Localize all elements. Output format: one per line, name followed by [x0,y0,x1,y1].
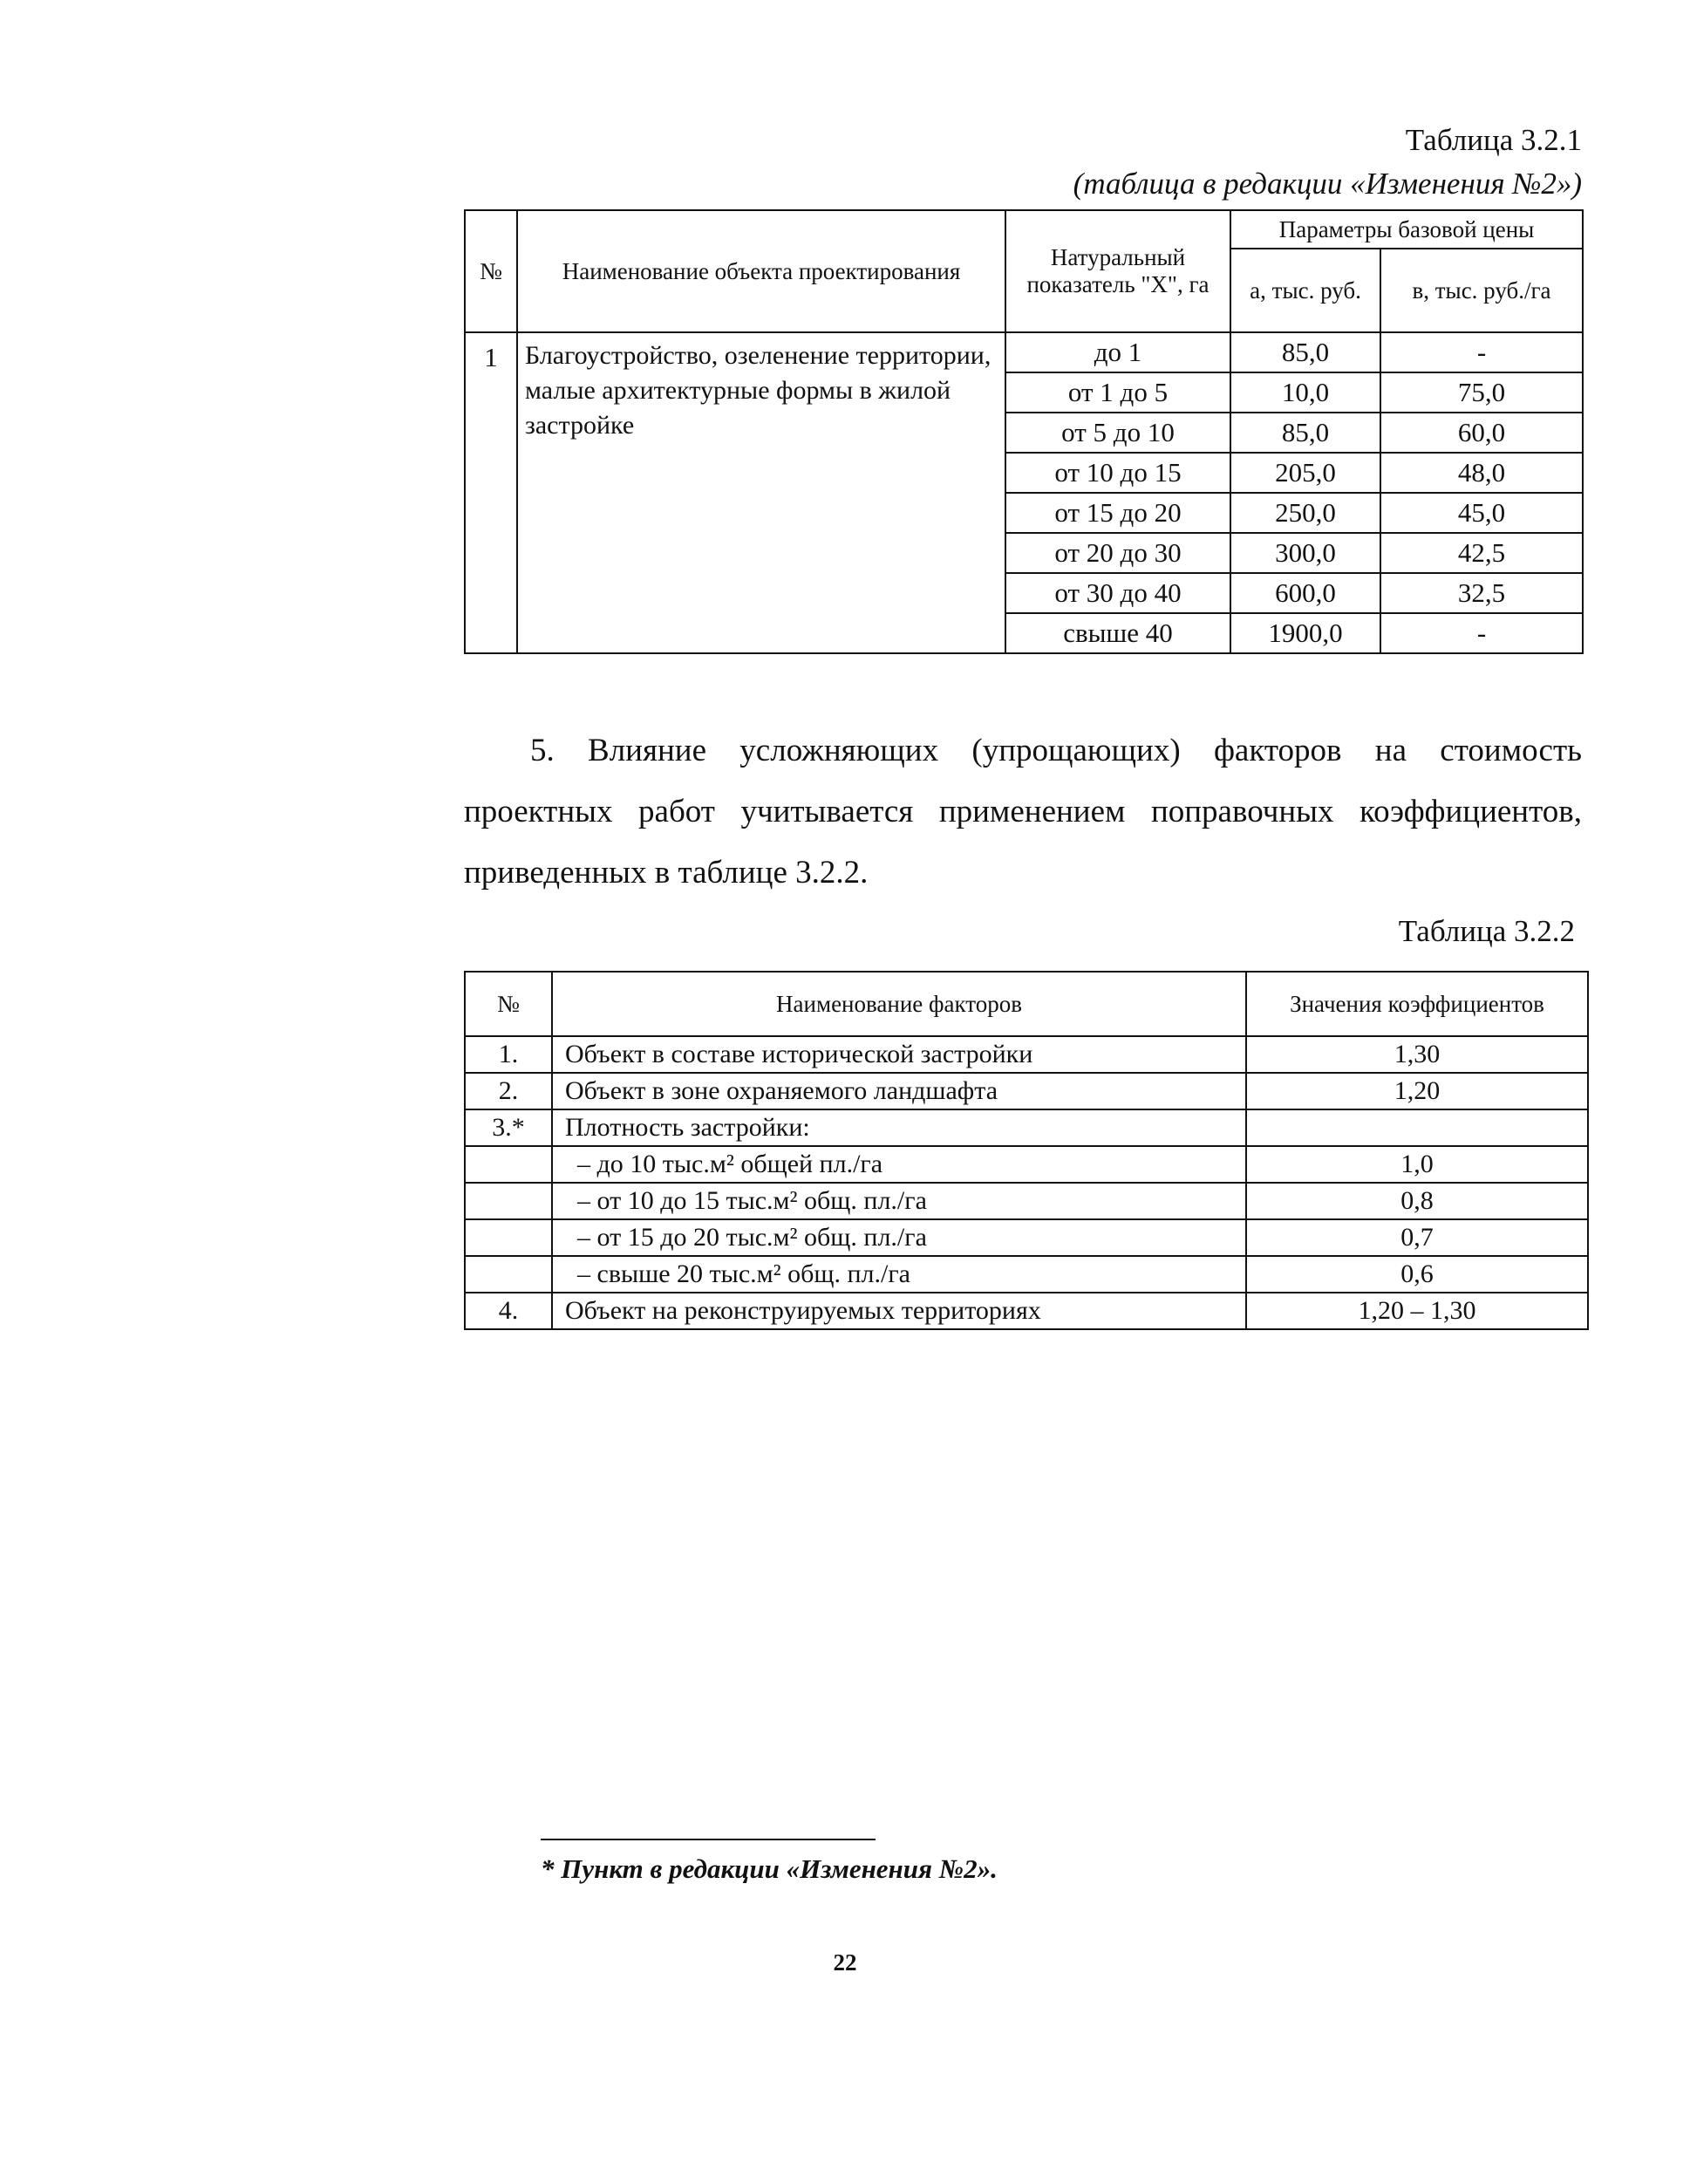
paragraph-text: 5. Влияние усложняющих (упрощающих) факторов на стоимость проектных работ учитывается применением поправочных коэффициентов, приведенных в таблице 3.2.2. [464,733,1582,891]
table1-cell-a: 10,0 [1230,372,1380,413]
table2-cell-name: Плотность застройки: [552,1109,1246,1146]
table2-cell-value [1246,1109,1588,1146]
table1-header-name: Наименование объекта проектирования [517,210,1005,332]
table1-caption-block [1073,119,1582,206]
table1-cell-a: 85,0 [1230,413,1380,453]
table2-cell-value: 0,6 [1246,1256,1588,1293]
table1-cell-x: от 10 до 15 [1005,453,1230,493]
table2-cell-value: 0,8 [1246,1183,1588,1219]
table2-cell-no [465,1219,552,1256]
table1-cell-x: от 15 до 20 [1005,493,1230,533]
table2-body [465,1036,1588,1329]
table1-cell-a: 205,0 [1230,453,1380,493]
table-row [465,1036,1588,1073]
page-number: 22 [833,1949,857,1976]
table2-cell-no: 1. [465,1036,552,1073]
table-row [465,332,1583,372]
table-row [465,1073,1588,1109]
table2-cell-value: 1,0 [1246,1146,1588,1183]
table2-cell-name: Объект в составе исторической застройки [552,1036,1246,1073]
table1-cell-x: от 1 до 5 [1005,372,1230,413]
table1-cell-b: 75,0 [1380,372,1583,413]
table2-header-no: № [465,972,552,1036]
table1 [464,209,1584,654]
footnote: * Пункт в редакции «Изменения №2». [541,1853,998,1884]
table1-cell-b: - [1380,613,1583,653]
table2-cell-value: 1,30 [1246,1036,1588,1073]
table1-caption: Таблица 3.2.1 [1405,123,1582,157]
table2-cell-name: Объект в зоне охраняемого ландшафта [552,1073,1246,1109]
table1-subcaption: (таблица в редакции «Изменения №2») [1073,167,1582,201]
table2-cell-no [465,1183,552,1219]
table1-cell-b: 45,0 [1380,493,1583,533]
table2-cell-value: 1,20 [1246,1073,1588,1109]
table2-cell-name: – от 15 до 20 тыс.м² общ. пл./га [552,1219,1246,1256]
table2-cell-name: – от 10 до 15 тыс.м² общ. пл./га [552,1183,1246,1219]
table1-cell-a: 1900,0 [1230,613,1380,653]
table-row [465,1109,1588,1146]
table2-cell-no: 3.* [465,1109,552,1146]
table2-cell-value: 1,20 – 1,30 [1246,1293,1588,1329]
table1-cell-a: 250,0 [1230,493,1380,533]
paragraph [464,720,1582,904]
table-row [465,1219,1588,1256]
table2-cell-name: – свыше 20 тыс.м² общ. пл./га [552,1256,1246,1293]
table2-cell-no [465,1146,552,1183]
table2-cell-value: 0,7 [1246,1219,1588,1256]
table1-cell-x: от 20 до 30 [1005,533,1230,573]
table1-cell-x: до 1 [1005,332,1230,372]
table1-header-no: № [465,210,517,332]
table1-cell-x: свыше 40 [1005,613,1230,653]
table1-header-base-price: Параметры базовой цены [1230,210,1583,249]
table1-cell-a: 600,0 [1230,573,1380,613]
footnote-separator [541,1839,876,1840]
table1-cell-b: 32,5 [1380,573,1583,613]
table2-header-name: Наименование факторов [552,972,1246,1036]
table1-cell-a: 300,0 [1230,533,1380,573]
table1-cell-b: - [1380,332,1583,372]
table1-row-name: Благоустройство, озеленение территории, малые архитектурные формы в жилой застройке [517,332,1005,653]
table-row [465,1256,1588,1293]
table2-cell-no: 2. [465,1073,552,1109]
table1-cell-a: 85,0 [1230,332,1380,372]
table-row [465,1293,1588,1329]
table2 [464,971,1589,1330]
table-row [465,1146,1588,1183]
table1-header-a: а, тыс. руб. [1230,249,1380,332]
table1-body [465,332,1583,653]
table1-cell-x: от 5 до 10 [1005,413,1230,453]
table-row [465,1183,1588,1219]
table1-cell-b: 60,0 [1380,413,1583,453]
table1-cell-b: 42,5 [1380,533,1583,573]
table1-row-no: 1 [465,332,517,653]
table2-header-value: Значения коэффициентов [1246,972,1588,1036]
table2-cell-name: Объект на реконструируемых территориях [552,1293,1246,1329]
table1-header-b: в, тыс. руб./га [1380,249,1583,332]
table1-cell-b: 48,0 [1380,453,1583,493]
table1-cell-x: от 30 до 40 [1005,573,1230,613]
table2-cell-no [465,1256,552,1293]
table2-caption: Таблица 3.2.2 [1398,914,1575,948]
table2-cell-no: 4. [465,1293,552,1329]
table2-cell-name: – до 10 тыс.м² общей пл./га [552,1146,1246,1183]
table1-header-indicator: Натуральный показатель "X", га [1005,210,1230,332]
